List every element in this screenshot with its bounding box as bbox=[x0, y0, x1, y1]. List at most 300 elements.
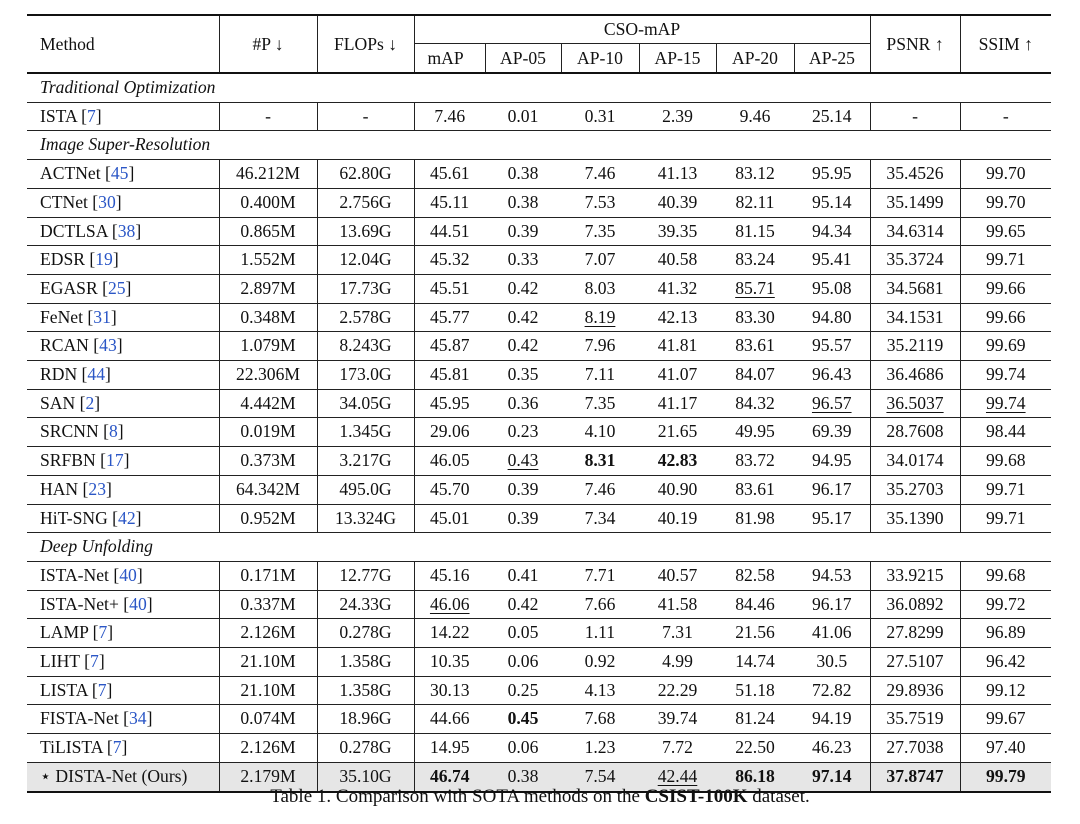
cell-value: 1.358G bbox=[339, 679, 392, 700]
cell-value: - bbox=[1002, 105, 1009, 126]
cell-value: 82.58 bbox=[735, 564, 775, 585]
cell-value: 0.23 bbox=[507, 421, 539, 442]
value-cell bbox=[219, 274, 317, 303]
table-row bbox=[27, 734, 1051, 763]
cell-value: 99.67 bbox=[985, 708, 1026, 729]
value-cell bbox=[794, 418, 870, 447]
value-cell bbox=[485, 619, 561, 648]
cell-value: 3.217G bbox=[339, 450, 392, 471]
citation-link[interactable]: 30 bbox=[98, 191, 116, 212]
value-cell bbox=[561, 274, 639, 303]
cell-value: 0.33 bbox=[507, 249, 539, 270]
cell-value: 39.74 bbox=[657, 708, 698, 729]
cell-value: 84.32 bbox=[735, 392, 775, 413]
value-cell bbox=[794, 361, 870, 390]
cell-value: 39.35 bbox=[657, 220, 698, 241]
cell-value: 95.17 bbox=[811, 507, 852, 528]
cell-value: 62.80G bbox=[339, 163, 392, 184]
value-cell bbox=[219, 447, 317, 476]
cell-value: 0.41 bbox=[507, 564, 539, 585]
table-row bbox=[27, 504, 1051, 533]
cell-value: 83.72 bbox=[735, 450, 775, 471]
value-cell bbox=[639, 676, 716, 705]
method-cell: SRFBN [17] bbox=[27, 447, 219, 476]
method-cell: LISTA [7] bbox=[27, 676, 219, 705]
citation-link[interactable]: 19 bbox=[95, 249, 113, 270]
value-cell bbox=[716, 561, 794, 590]
citation-link[interactable]: 44 bbox=[87, 364, 106, 385]
value-cell bbox=[639, 418, 716, 447]
header-method: Method bbox=[27, 15, 219, 73]
value-cell bbox=[485, 418, 561, 447]
value-cell bbox=[716, 217, 794, 246]
method-name: ACTNet bbox=[40, 163, 101, 184]
cell-value: 0.06 bbox=[507, 651, 539, 672]
value-cell bbox=[960, 418, 1051, 447]
cell-value: 2.578G bbox=[339, 306, 392, 327]
cell-value: 0.31 bbox=[584, 105, 616, 126]
method-cell: RDN [44] bbox=[27, 361, 219, 390]
cell-value: 96.42 bbox=[985, 651, 1026, 672]
cell-value: 81.15 bbox=[735, 220, 775, 241]
value-cell bbox=[960, 590, 1051, 619]
cell-value: 7.71 bbox=[584, 564, 616, 585]
header-ap25: AP-25 bbox=[794, 44, 870, 74]
cell-value: 0.337M bbox=[240, 593, 296, 614]
table-row bbox=[27, 160, 1051, 189]
value-cell bbox=[639, 619, 716, 648]
cell-value: 7.96 bbox=[584, 335, 616, 356]
value-cell bbox=[639, 188, 716, 217]
value-cell bbox=[414, 705, 485, 734]
value-cell bbox=[219, 389, 317, 418]
cell-value: 83.30 bbox=[735, 306, 775, 327]
header-flops: FLOPs ↓ bbox=[317, 15, 414, 73]
value-cell bbox=[716, 504, 794, 533]
value-cell bbox=[485, 188, 561, 217]
value-cell bbox=[960, 160, 1051, 189]
citation-link[interactable]: 7 bbox=[112, 737, 122, 758]
header-ap05: AP-05 bbox=[485, 44, 561, 74]
cell-value: 46.23 bbox=[811, 737, 852, 758]
method-cell: ACTNet [45] bbox=[27, 160, 219, 189]
value-cell bbox=[716, 246, 794, 275]
cell-value: 99.70 bbox=[985, 163, 1026, 184]
cell-value: 40.57 bbox=[657, 564, 698, 585]
cell-value: 14.74 bbox=[735, 651, 775, 672]
table-row bbox=[27, 648, 1051, 677]
method-name: HAN bbox=[40, 478, 79, 499]
cell-value: 2.126M bbox=[240, 622, 296, 643]
cell-value: 95.57 bbox=[811, 335, 852, 356]
citation-link[interactable]: 40 bbox=[129, 593, 147, 614]
cell-value: 83.12 bbox=[735, 163, 775, 184]
value-cell bbox=[716, 274, 794, 303]
value-cell bbox=[561, 102, 639, 131]
cell-value: 1.23 bbox=[584, 737, 616, 758]
cell-value: 42.83 bbox=[657, 450, 698, 471]
section-header-row bbox=[27, 73, 1051, 102]
value-cell bbox=[414, 303, 485, 332]
comparison-table bbox=[27, 14, 1051, 793]
cell-value: 0.952M bbox=[240, 507, 296, 528]
cell-value: 45.51 bbox=[429, 277, 470, 298]
cell-value: 0.36 bbox=[507, 392, 539, 413]
cell-value: 30.5 bbox=[816, 651, 848, 672]
value-cell bbox=[716, 734, 794, 763]
cell-value: - bbox=[265, 105, 271, 126]
cell-value: 34.6314 bbox=[886, 220, 944, 241]
citation-link[interactable]: 7 bbox=[86, 105, 96, 126]
value-cell bbox=[561, 303, 639, 332]
cell-value: 99.71 bbox=[985, 478, 1026, 499]
value-cell bbox=[219, 418, 317, 447]
value-cell bbox=[219, 217, 317, 246]
method-name: LAMP bbox=[40, 622, 89, 643]
value-cell bbox=[219, 303, 317, 332]
value-cell bbox=[960, 705, 1051, 734]
cell-value: 99.74 bbox=[985, 392, 1026, 413]
value-cell bbox=[414, 648, 485, 677]
cell-value: 1.345G bbox=[339, 421, 392, 442]
value-cell bbox=[414, 504, 485, 533]
table-row bbox=[27, 332, 1051, 361]
value-cell bbox=[794, 303, 870, 332]
value-cell bbox=[561, 590, 639, 619]
method-cell: ISTA-Net+ [40] bbox=[27, 590, 219, 619]
cell-value: 99.72 bbox=[985, 593, 1026, 614]
value-cell bbox=[485, 274, 561, 303]
cell-value: 0.42 bbox=[507, 277, 539, 298]
citation-link[interactable]: 23 bbox=[88, 478, 106, 499]
cell-value: 45.70 bbox=[429, 478, 470, 499]
citation-link[interactable]: 31 bbox=[93, 306, 111, 327]
value-cell bbox=[485, 160, 561, 189]
cell-value: 99.70 bbox=[985, 191, 1026, 212]
cell-value: 41.17 bbox=[657, 392, 698, 413]
cell-value: 8.31 bbox=[584, 450, 616, 471]
value-cell bbox=[219, 648, 317, 677]
header-psnr: PSNR ↑ bbox=[870, 15, 960, 73]
value-cell bbox=[870, 274, 960, 303]
method-cell: FISTA-Net [34] bbox=[27, 705, 219, 734]
value-cell bbox=[794, 475, 870, 504]
cell-value: 99.71 bbox=[985, 249, 1026, 270]
value-cell bbox=[561, 705, 639, 734]
citation-link[interactable]: 38 bbox=[117, 220, 136, 241]
cell-value: 45.77 bbox=[429, 306, 470, 327]
cell-value: 25.14 bbox=[811, 105, 852, 126]
citation-link[interactable]: 7 bbox=[97, 679, 107, 700]
header-ap15: AP-15 bbox=[639, 44, 716, 74]
value-cell bbox=[716, 102, 794, 131]
value-cell bbox=[317, 475, 414, 504]
value-cell bbox=[485, 102, 561, 131]
value-cell bbox=[870, 705, 960, 734]
value-cell bbox=[639, 361, 716, 390]
cell-value: 4.99 bbox=[662, 651, 693, 672]
cell-value: 45.16 bbox=[429, 564, 470, 585]
cell-value: 14.22 bbox=[429, 622, 470, 643]
value-cell bbox=[870, 303, 960, 332]
value-cell bbox=[219, 246, 317, 275]
value-cell bbox=[219, 590, 317, 619]
value-cell bbox=[485, 361, 561, 390]
cell-value: 4.10 bbox=[584, 421, 616, 442]
value-cell bbox=[485, 475, 561, 504]
value-cell bbox=[794, 676, 870, 705]
value-cell bbox=[219, 561, 317, 590]
value-cell bbox=[485, 590, 561, 619]
value-cell bbox=[639, 246, 716, 275]
value-cell bbox=[870, 676, 960, 705]
cell-value: 99.68 bbox=[985, 564, 1026, 585]
cell-value: 35.7519 bbox=[886, 708, 944, 729]
cell-value: 4.442M bbox=[240, 392, 296, 413]
cell-value: 64.342M bbox=[235, 478, 301, 499]
cell-value: 40.58 bbox=[657, 249, 698, 270]
value-cell bbox=[561, 160, 639, 189]
value-cell bbox=[639, 475, 716, 504]
value-cell bbox=[219, 160, 317, 189]
method-cell: RCAN [43] bbox=[27, 332, 219, 361]
cell-value: 35.10G bbox=[339, 765, 392, 786]
cell-value: 41.07 bbox=[657, 364, 698, 385]
method-name: ISTA-Net+ bbox=[40, 593, 119, 614]
value-cell bbox=[414, 160, 485, 189]
cell-value: 96.17 bbox=[811, 478, 852, 499]
value-cell bbox=[960, 475, 1051, 504]
value-cell bbox=[960, 303, 1051, 332]
citation-link[interactable]: 17 bbox=[106, 450, 124, 471]
value-cell bbox=[639, 734, 716, 763]
cell-value: 96.57 bbox=[811, 392, 852, 413]
method-name: EDSR bbox=[40, 249, 85, 270]
value-cell bbox=[414, 274, 485, 303]
value-cell bbox=[960, 332, 1051, 361]
method-name: ISTA-Net bbox=[40, 564, 109, 585]
cell-value: 99.71 bbox=[985, 507, 1026, 528]
section-title: Image Super-Resolution bbox=[27, 131, 1051, 160]
value-cell bbox=[317, 303, 414, 332]
value-cell bbox=[485, 332, 561, 361]
cell-value: 96.43 bbox=[811, 364, 852, 385]
value-cell bbox=[870, 734, 960, 763]
caption-suffix: dataset. bbox=[747, 786, 810, 807]
value-cell bbox=[794, 217, 870, 246]
cell-value: 7.31 bbox=[662, 622, 693, 643]
value-cell bbox=[794, 734, 870, 763]
value-cell bbox=[960, 447, 1051, 476]
section-title: Deep Unfolding bbox=[27, 533, 1051, 562]
cell-value: 0.45 bbox=[507, 708, 539, 729]
value-cell bbox=[561, 217, 639, 246]
value-cell bbox=[716, 590, 794, 619]
cell-value: 99.66 bbox=[985, 306, 1026, 327]
method-name: SAN bbox=[40, 392, 76, 413]
value-cell bbox=[716, 389, 794, 418]
cell-value: 0.06 bbox=[507, 737, 539, 758]
cell-value: 94.80 bbox=[811, 306, 852, 327]
header-ap20: AP-20 bbox=[716, 44, 794, 74]
value-cell bbox=[561, 734, 639, 763]
table-body bbox=[27, 73, 1051, 792]
value-cell bbox=[317, 160, 414, 189]
cell-value: 1.079M bbox=[240, 335, 296, 356]
cell-value: 83.61 bbox=[735, 335, 775, 356]
value-cell bbox=[870, 332, 960, 361]
value-cell bbox=[870, 418, 960, 447]
table-row bbox=[27, 475, 1051, 504]
method-name: FeNet bbox=[40, 306, 83, 327]
cell-value: 27.7038 bbox=[886, 737, 944, 758]
cell-value: 21.10M bbox=[240, 679, 296, 700]
cell-value: 7.46 bbox=[434, 105, 466, 126]
table-row bbox=[27, 246, 1051, 275]
method-name: EGASR bbox=[40, 277, 98, 298]
cell-value: 34.1531 bbox=[886, 306, 944, 327]
value-cell bbox=[639, 648, 716, 677]
cell-value: 29.06 bbox=[429, 421, 470, 442]
citation-link[interactable]: 7 bbox=[98, 622, 108, 643]
cell-value: 0.43 bbox=[507, 450, 539, 471]
value-cell bbox=[960, 619, 1051, 648]
value-cell bbox=[639, 217, 716, 246]
method-name: CTNet bbox=[40, 191, 88, 212]
cell-value: 46.212M bbox=[235, 163, 301, 184]
citation-link[interactable]: 34 bbox=[129, 708, 147, 729]
citation-link[interactable]: 40 bbox=[119, 564, 137, 585]
value-cell bbox=[219, 102, 317, 131]
value-cell bbox=[870, 619, 960, 648]
value-cell bbox=[414, 475, 485, 504]
value-cell bbox=[794, 705, 870, 734]
cell-value: 35.3724 bbox=[886, 249, 944, 270]
table-row bbox=[27, 389, 1051, 418]
section-title: Traditional Optimization bbox=[27, 73, 1051, 102]
cell-value: 49.95 bbox=[735, 421, 775, 442]
value-cell bbox=[485, 303, 561, 332]
cell-value: 33.9215 bbox=[886, 564, 944, 585]
value-cell bbox=[870, 447, 960, 476]
cell-value: 86.18 bbox=[735, 765, 775, 786]
caption-prefix: Table 1. Comparison with SOTA methods on the bbox=[270, 786, 645, 807]
value-cell bbox=[716, 447, 794, 476]
value-cell bbox=[219, 361, 317, 390]
citation-link[interactable]: 8 bbox=[108, 421, 118, 442]
cell-value: 40.90 bbox=[657, 478, 698, 499]
value-cell bbox=[414, 590, 485, 619]
citation-link[interactable]: 43 bbox=[99, 335, 117, 356]
value-cell bbox=[716, 676, 794, 705]
cell-value: 99.12 bbox=[985, 679, 1026, 700]
cell-value: 7.54 bbox=[584, 765, 616, 786]
value-cell bbox=[960, 217, 1051, 246]
citation-link[interactable]: 25 bbox=[107, 277, 126, 298]
cell-value: 0.42 bbox=[507, 593, 539, 614]
cell-value: 7.68 bbox=[584, 708, 616, 729]
value-cell bbox=[960, 389, 1051, 418]
cell-value: 0.074M bbox=[240, 708, 296, 729]
value-cell bbox=[870, 475, 960, 504]
cell-value: 28.7608 bbox=[886, 421, 944, 442]
cell-value: 99.79 bbox=[985, 765, 1026, 786]
value-cell bbox=[485, 447, 561, 476]
cell-value: 45.11 bbox=[430, 191, 470, 212]
value-cell bbox=[639, 303, 716, 332]
method-name: ISTA bbox=[40, 105, 77, 126]
value-cell bbox=[794, 504, 870, 533]
value-cell bbox=[960, 648, 1051, 677]
cell-value: 0.39 bbox=[507, 220, 539, 241]
cell-value: 40.39 bbox=[657, 191, 698, 212]
cell-value: 69.39 bbox=[811, 421, 852, 442]
cell-value: 2.756G bbox=[339, 191, 392, 212]
value-cell bbox=[219, 188, 317, 217]
cell-value: 40.19 bbox=[657, 507, 698, 528]
value-cell bbox=[870, 561, 960, 590]
value-cell bbox=[414, 447, 485, 476]
value-cell bbox=[794, 332, 870, 361]
value-cell bbox=[317, 590, 414, 619]
value-cell bbox=[870, 160, 960, 189]
cell-value: 36.5037 bbox=[886, 392, 944, 413]
citation-link[interactable]: 42 bbox=[118, 507, 136, 528]
method-name: SRCNN bbox=[40, 421, 99, 442]
cell-value: 0.019M bbox=[240, 421, 296, 442]
value-cell bbox=[561, 188, 639, 217]
table-row bbox=[27, 188, 1051, 217]
method-cell: CTNet [30] bbox=[27, 188, 219, 217]
cell-value: 0.39 bbox=[507, 478, 539, 499]
method-cell: LIHT [7] bbox=[27, 648, 219, 677]
value-cell bbox=[794, 102, 870, 131]
cell-value: 29.8936 bbox=[886, 679, 944, 700]
cell-value: - bbox=[362, 105, 369, 126]
cell-value: 99.69 bbox=[985, 335, 1026, 356]
value-cell bbox=[219, 734, 317, 763]
cell-value: 7.53 bbox=[584, 191, 616, 212]
table-row bbox=[27, 590, 1051, 619]
citation-link[interactable]: 45 bbox=[110, 163, 129, 184]
cell-value: 10.35 bbox=[429, 651, 470, 672]
value-cell bbox=[561, 361, 639, 390]
cell-value: 83.24 bbox=[735, 249, 775, 270]
citation-link[interactable]: 2 bbox=[85, 392, 95, 413]
value-cell bbox=[716, 475, 794, 504]
header-cso-map: CSO-mAP bbox=[414, 15, 870, 44]
cell-value: 99.65 bbox=[985, 220, 1026, 241]
cell-value: 98.44 bbox=[985, 421, 1026, 442]
method-cell: EGASR [25] bbox=[27, 274, 219, 303]
cell-value: - bbox=[912, 105, 918, 126]
cell-value: 0.278G bbox=[339, 737, 392, 758]
value-cell bbox=[716, 619, 794, 648]
method-cell: ⋆ DISTA-Net (Ours) bbox=[27, 762, 219, 791]
cell-value: 94.19 bbox=[811, 708, 852, 729]
method-cell: DCTLSA [38] bbox=[27, 217, 219, 246]
value-cell bbox=[561, 475, 639, 504]
method-name: HiT-SNG bbox=[40, 507, 108, 528]
cell-value: 24.33G bbox=[339, 593, 392, 614]
cell-value: 8.03 bbox=[584, 277, 616, 298]
citation-link[interactable]: 7 bbox=[90, 651, 99, 672]
value-cell bbox=[219, 676, 317, 705]
cell-value: 45.61 bbox=[429, 163, 470, 184]
cell-value: 21.65 bbox=[657, 421, 698, 442]
value-cell bbox=[561, 561, 639, 590]
value-cell bbox=[561, 619, 639, 648]
